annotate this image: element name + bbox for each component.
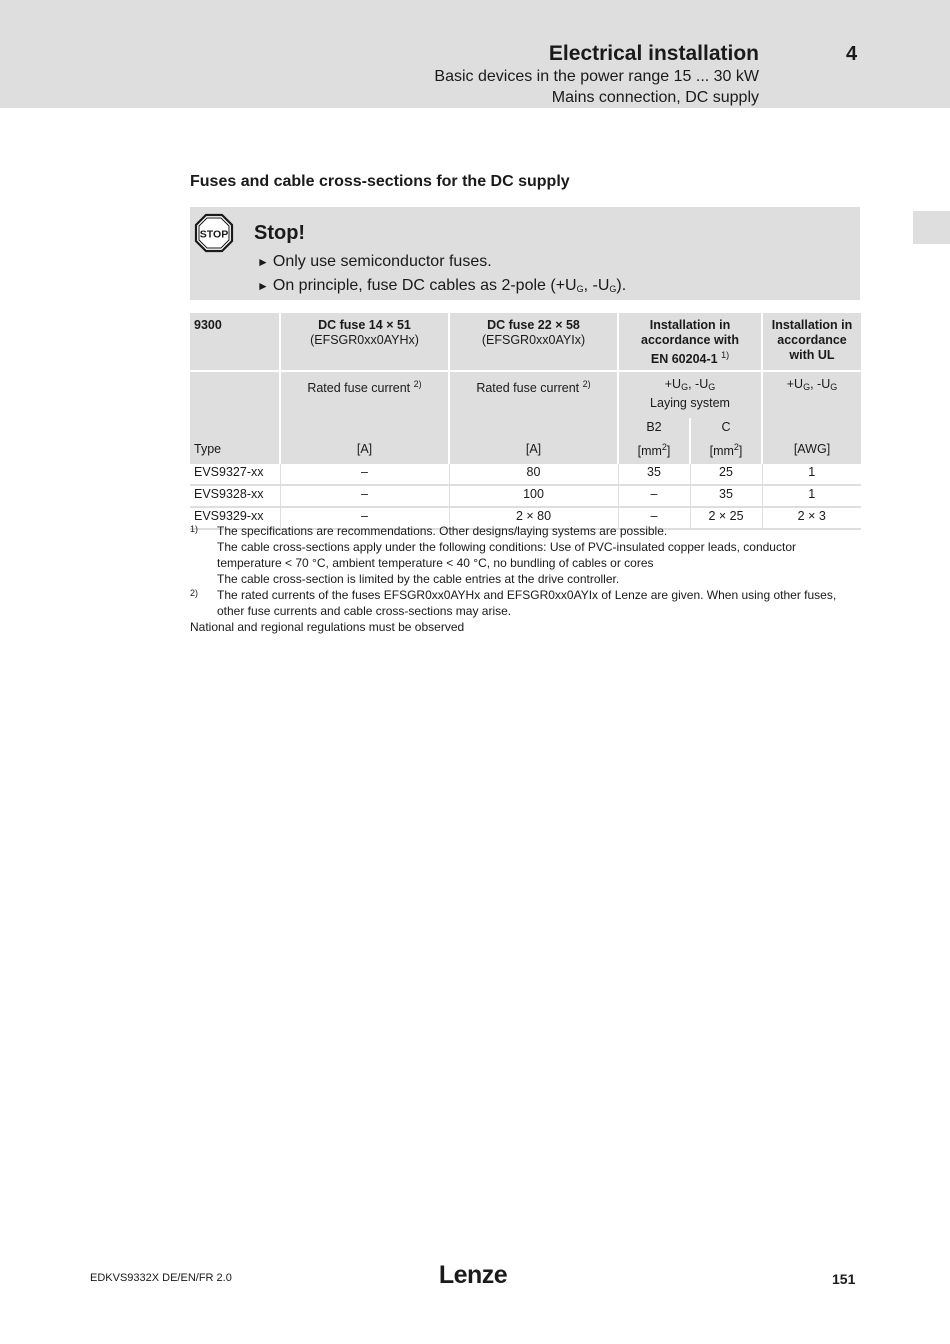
cell-b2: – [618,507,690,529]
header-ul-line: with UL [789,348,835,362]
superscript: 2 [661,442,667,452]
rated-current-14 [280,371,449,418]
cell-b2: – [618,485,690,507]
chapter-subtitle-2: Mains connection, DC supply [551,89,759,106]
bullet-arrow-icon: ► [257,255,269,269]
page-number: 151 [832,1271,856,1287]
header-en-line: EN 60204-1 [650,352,718,366]
chapter-number: 4 [846,43,858,65]
laying-system-header [618,371,762,418]
stop-heading: Stop! [254,222,306,244]
empty-cell [190,418,280,440]
chapter-subtitle-1: Basic devices in the power range 15 ... 30 kW [434,68,759,85]
unit-mm-text: ] [738,444,743,458]
table-subheader-row [190,371,861,418]
ug-label: +U [786,377,804,391]
cell-b2: 35 [618,464,690,485]
header-fuse-14-code: (EFSGR0xx0AYHx) [310,333,419,347]
footnote-mark: 1) [190,524,199,534]
type-label: Type [190,440,280,464]
regulations-note: National and regional regulations must be observed [190,620,465,634]
footnote-1-line-1: The specifications are recommendations. Other designs/laying systems are possible. [217,524,668,538]
subscript: G [576,284,584,294]
ul-ug-header [762,371,861,418]
cell-c: 35 [690,485,762,507]
unit-a: [A] [280,440,449,464]
ug-label: , -U [688,377,709,391]
unit-a: [A] [449,440,618,464]
cell-awg: 1 [762,485,861,507]
cell-type: EVS9327-xx [190,464,280,485]
unit-mm2 [618,440,690,464]
subscript: G [830,382,838,392]
header-ul-line: Installation in [771,318,853,332]
laying-system-label: Laying system [650,396,730,410]
chapter-side-tab [913,211,950,244]
header-fuse-22-title: DC fuse 22 × 58 [487,318,580,332]
cell-awg: 2 × 3 [762,507,861,529]
header-ul [762,313,861,371]
cell-awg: 1 [762,464,861,485]
laying-b2: B2 [618,418,690,440]
header-ul-line: accordance [777,333,847,347]
cell-type: EVS9328-xx [190,485,280,507]
footnote-1-line-3: The cable cross-section is limited by the cable entries at the drive controller. [217,572,620,586]
unit-mm-text: [mm [637,444,662,458]
empty-cell [762,418,861,440]
stop-sign-icon [194,213,234,253]
fuse-cable-table [190,313,861,530]
stop-item-1 [257,253,492,271]
footnote-ref: 1) [721,350,730,360]
footnote-2-text: The rated currents of the fuses EFSGR0xx0AYHx and EFSGR0xx0AYIx of Lenze are given. When using other fuses, other fuse currents and cable cross-sections may arise. [217,588,837,618]
subscript: G [708,382,716,392]
header-band [0,0,950,108]
footnotes [190,523,860,635]
unit-awg: [AWG] [762,440,861,464]
header-en-60204 [618,313,762,371]
cell-fuse14: – [280,507,449,529]
cell-c: 2 × 25 [690,507,762,529]
rated-current-label: Rated fuse current [476,381,580,395]
footnote-2 [190,587,860,619]
cell-c: 25 [690,464,762,485]
rated-current-label: Rated fuse current [307,381,411,395]
laying-c: C [690,418,762,440]
document-id: EDKVS9332X DE/EN/FR 2.0 [90,1272,232,1284]
unit-mm-text: [mm [709,444,734,458]
ug-label: +U [664,377,682,391]
footnote-ref: 2) [582,379,591,389]
cell-fuse14: – [280,485,449,507]
lenze-logo-text: Lenze [438,1261,508,1287]
rated-current-22 [449,371,618,418]
chapter-title: Electrical installation [548,42,759,65]
unit-mm-text: ] [666,444,671,458]
stop-item-1-text: Only use semiconductor fuses. [272,253,492,270]
empty-cell [190,371,280,418]
stop-sign-text: STOP [199,228,229,241]
footnote-ref: 2) [413,379,422,389]
table-laying-row [190,418,861,440]
empty-cell [280,418,449,440]
header-fuse-14 [280,313,449,371]
header-fuse-22 [449,313,618,371]
stop-item-2 [257,277,626,295]
table-unit-row [190,440,861,464]
cell-type: EVS9329-xx [190,507,280,529]
footnote-1 [190,523,860,587]
header-fuse-14-title: DC fuse 14 × 51 [318,318,411,332]
unit-mm2 [690,440,762,464]
stop-item-2-text: On principle, fuse DC cables as 2-pole (+U [272,277,577,294]
ug-label: , -U [810,377,831,391]
cell-fuse22: 80 [449,464,618,485]
header-en-line: Installation in [649,318,731,332]
table-row [190,464,861,485]
subscript: G [681,382,689,392]
subscript: G [609,284,617,294]
empty-cell [449,418,618,440]
subscript: G [803,382,811,392]
header-fuse-22-code: (EFSGR0xx0AYIx) [481,333,586,347]
table-row [190,485,861,507]
section-title: Fuses and cable cross-sections for the DC supply [190,173,570,190]
header-en-line: accordance with [641,333,739,347]
superscript: 2 [733,442,739,452]
table-header-row [190,313,861,371]
cell-fuse22: 2 × 80 [449,507,618,529]
header-model: 9300 [190,313,280,371]
cell-fuse22: 100 [449,485,618,507]
stop-item-2-text: ). [616,277,627,294]
footnote-1-line-2: The cable cross-sections apply under the following conditions: Use of PVC-insulated copper leads, conductor temperature < 70 °C, ambient temperature < 40 °C, no bundling of cables or cores [217,540,796,570]
footnote-mark: 2) [190,588,199,598]
lenze-logo [434,1261,512,1287]
stop-warning-box [190,207,860,300]
stop-item-2-text: , -U [583,277,610,294]
bullet-arrow-icon: ► [257,279,269,293]
cell-fuse14: – [280,464,449,485]
